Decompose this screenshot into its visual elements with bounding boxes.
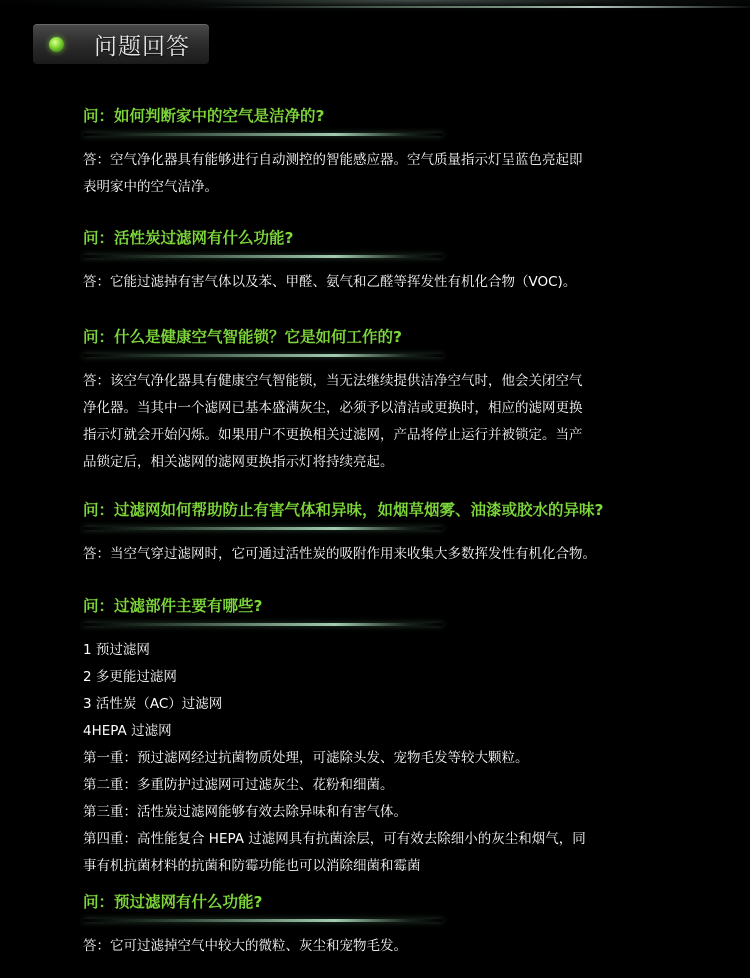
glow-divider <box>83 527 443 530</box>
glow-divider <box>83 623 443 626</box>
question-text: 问：活性炭过滤网有什么功能? <box>83 229 294 247</box>
answer-line: 1 预过滤网 <box>83 642 150 658</box>
section-title: 问题回答 <box>94 33 190 60</box>
qa-item <box>83 104 733 201</box>
qa-item <box>83 890 733 960</box>
answer-line: 答：它能过滤掉有害气体以及苯、甲醛、氨气和乙醛等挥发性有机化合物（VOC)。 <box>83 274 577 290</box>
answer-line: 答：它可过滤掉空气中较大的微粒、灰尘和宠物毛发。 <box>83 938 407 954</box>
answer-line: 3 活性炭（AC）过滤网 <box>83 696 223 712</box>
question-text: 问：预过滤网有什么功能? <box>83 893 263 911</box>
question-text: 问：过滤网如何帮助防止有害气体和异味，如烟草烟雾、油漆或胶水的异味? <box>83 501 604 519</box>
question-text: 问：如何判断家中的空气是洁净的? <box>83 107 325 125</box>
answer-line: 4HEPA 过滤网 <box>83 723 172 739</box>
answer-line: 答：当空气穿过滤网时，它可通过活性炭的吸附作用来收集大多数挥发性有机化合物。 <box>83 546 596 562</box>
green-dot-icon <box>49 37 64 52</box>
qa-item <box>83 594 733 880</box>
question-text: 问：过滤部件主要有哪些? <box>83 597 263 615</box>
answer-line: 第二重：多重防护过滤网可过滤灰尘、花粉和细菌。 <box>83 777 394 793</box>
answer-line: 指示灯就会开始闪烁。如果用户不更换相关过滤网，产品将停止运行并被锁定。当产 <box>83 427 583 443</box>
answer-text <box>83 933 733 960</box>
answer-line: 第一重：预过滤网经过抗菌物质处理，可滤除头发、宠物毛发等较大颗粒。 <box>83 750 529 766</box>
answer-text <box>83 541 733 568</box>
section-header <box>33 24 209 64</box>
answer-text <box>83 147 733 201</box>
answer-line: 答：该空气净化器具有健康空气智能锁，当无法继续提供洁净空气时，他会关闭空气 <box>83 373 583 389</box>
answer-line: 事有机抗菌材料的抗菌和防霉功能也可以消除细菌和霉菌 <box>83 858 421 874</box>
glow-divider <box>83 919 443 922</box>
answer-text <box>83 269 733 296</box>
answer-line: 第四重：高性能复合 HEPA 过滤网具有抗菌涂层，可有效去除细小的灰尘和烟气，同 <box>83 831 586 847</box>
glow-divider <box>83 354 443 357</box>
answer-text <box>83 637 733 880</box>
glow-divider <box>83 133 443 136</box>
qa-item <box>83 498 733 568</box>
glow-divider <box>83 255 443 258</box>
top-glow-line <box>200 6 750 8</box>
answer-line: 品锁定后，相关滤网的滤网更换指示灯将持续亮起。 <box>83 454 394 470</box>
qa-item <box>83 226 733 296</box>
answer-line: 第三重：活性炭过滤网能够有效去除异味和有害气体。 <box>83 804 407 820</box>
answer-line: 表明家中的空气洁净。 <box>83 179 218 195</box>
answer-text <box>83 368 733 476</box>
answer-line: 2 多更能过滤网 <box>83 669 177 685</box>
qa-item <box>83 325 733 476</box>
answer-line: 答：空气净化器具有能够进行自动测控的智能感应器。空气质量指示灯呈蓝色亮起即 <box>83 152 583 168</box>
answer-line: 净化器。当其中一个滤网已基本盛满灰尘，必须予以清洁或更换时，相应的滤网更换 <box>83 400 583 416</box>
question-text: 问：什么是健康空气智能锁？它是如何工作的? <box>83 328 402 346</box>
